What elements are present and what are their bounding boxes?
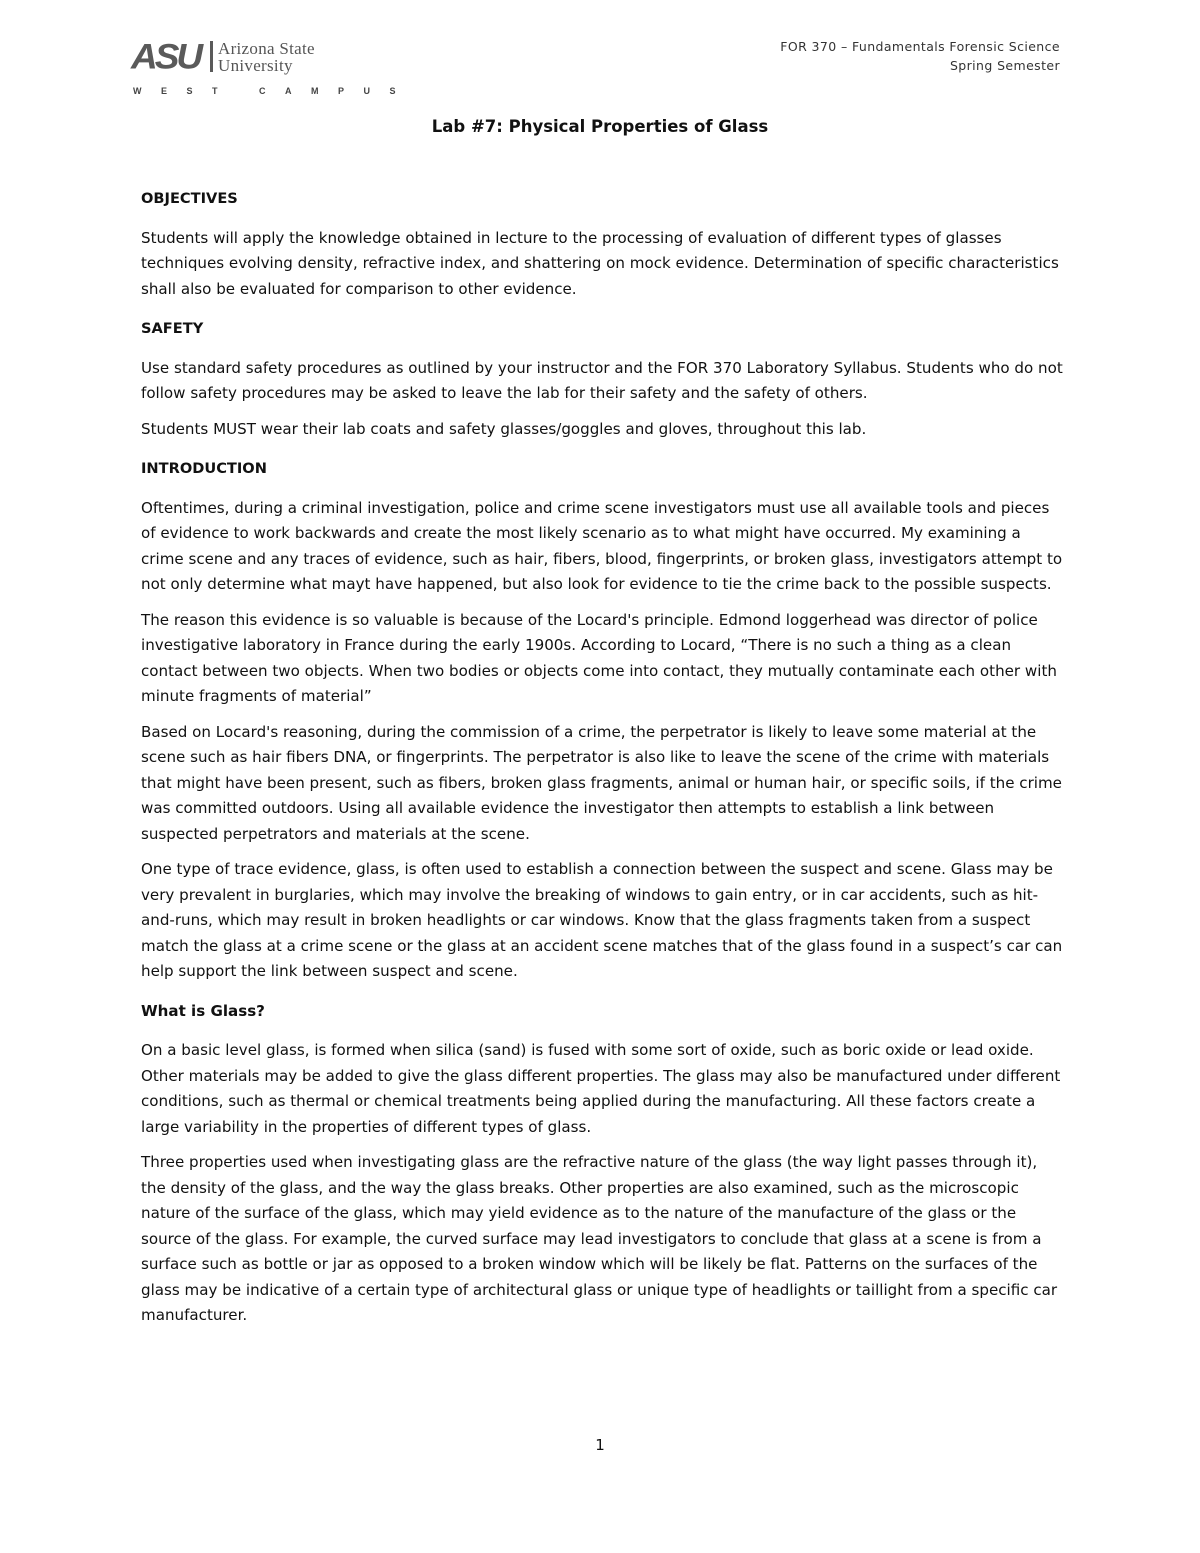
what-is-glass-heading: What is Glass? xyxy=(141,1001,265,1020)
glass-paragraph-2: Three properties used when investigating glass are the refractive nature of the glass (the way light passes through it), the density of the glass, and the way the glass breaks. Other properties are also examined, such as the microscopic nature of the surface of the glass, which may yield evidence as to the nature of the manufacture of the glass or the source of the glass. For example, the curved surface may lead investigators to conclude that glass at a scene is from a surface such as bottle or jar as opposed to a broken window which will be likely be flat. Patterns on the surfaces of the glass may be indicative of a certain type of architectural glass or unique type of headlights or taillight from a specific car manufacturer. xyxy=(141,1153,1058,1324)
introduction-paragraph-3: Based on Locard's reasoning, during the commission of a crime, the perpetrator is likely to leave some material at the scene such as hair fibers DNA, or fingerprints. The perpetrator is also like to leave the scene of the crime with materials that might have been present, such as fibers, broken glass fragments, animal or human hair, or specific soils, if the crime was committed outdoors. Using all available evidence the investigator then attempts to establish a link between suspected perpetrators and materials at the scene. xyxy=(141,722,1062,843)
logo-line-2: University xyxy=(218,56,293,75)
introduction-paragraph-1: Oftentimes, during a criminal investigation, police and crime scene investigators must use all available tools and pieces of evidence to work backwards and create the most likely scenario as to what might have occurred. My examining a crime scene and any traces of evidence, such as hair, fibers, blood, fingerprints, or broken glass, investigators attempt to not only determine what mayt have happened, but also look for evidence to tie the crime back to the possible suspects. xyxy=(141,498,1063,593)
logo-asu-mark: ASU xyxy=(131,37,201,76)
objectives-paragraph: Students will apply the knowledge obtained in lecture to the processing of evaluation of different types of glasses techniques evolving density, refractive index, and shattering on mock evidence. Determination of specific characteristics shall also be evaluated for comparison to other evidence. xyxy=(141,228,1059,298)
safety-paragraph-2: Students MUST wear their lab coats and safety glasses/goggles and gloves, throughout this lab. xyxy=(141,419,867,438)
logo-divider xyxy=(210,41,213,72)
document-body xyxy=(141,186,1063,1339)
document-title: Lab #7: Physical Properties of Glass xyxy=(431,117,769,136)
objectives-heading: OBJECTIVES xyxy=(141,190,238,207)
safety-paragraph-1: Use standard safety procedures as outlined by your instructor and the FOR 370 Laboratory Syllabus. Students who do not follow safety procedures may be asked to leave the lab for their safety and the safety of others. xyxy=(141,358,1063,402)
logo-campus: WEST CAMPUS xyxy=(133,86,415,96)
introduction-paragraph-2: The reason this evidence is so valuable is because of the Locard's principle. Edmond loggerhead was director of police investigative laboratory in France during the early 1900s. According to Locard, “There is no such a thing as a clean contact between two objects. When two bodies or objects come into contact, they mutually contaminate each other with minute fragments of material” xyxy=(141,610,1057,705)
safety-heading: SAFETY xyxy=(141,320,204,337)
asu-logo xyxy=(131,37,415,98)
introduction-heading: INTRODUCTION xyxy=(141,460,267,477)
logo-line-1: Arizona State xyxy=(218,39,315,58)
introduction-paragraph-4: One type of trace evidence, glass, is often used to establish a connection between the suspect and scene. Glass may be very prevalent in burglaries, which may involve the breaking of windows to gain entry, or in car accidents, such as hit-and-runs, which may result in broken headlights or car windows. Know that the glass fragments taken from a suspect match the glass at a crime scene or the glass at an accident scene matches that of the glass found in a suspect’s car can help support the link between suspect and scene. xyxy=(141,860,1063,980)
glass-paragraph-1: On a basic level glass, is formed when silica (sand) is fused with some sort of oxide, such as boric oxide or lead oxide. Other materials may be added to give the glass different properties. The glass may also be manufactured under different conditions, such as thermal or chemical treatments being applied during the manufacturing. All these factors create a large variability in the properties of different types of glass. xyxy=(141,1041,1061,1136)
page-number: 1 xyxy=(595,1436,605,1454)
header-course: FOR 370 – Fundamentals Forensic Science xyxy=(780,39,1060,54)
header-semester: Spring Semester xyxy=(949,58,1060,73)
